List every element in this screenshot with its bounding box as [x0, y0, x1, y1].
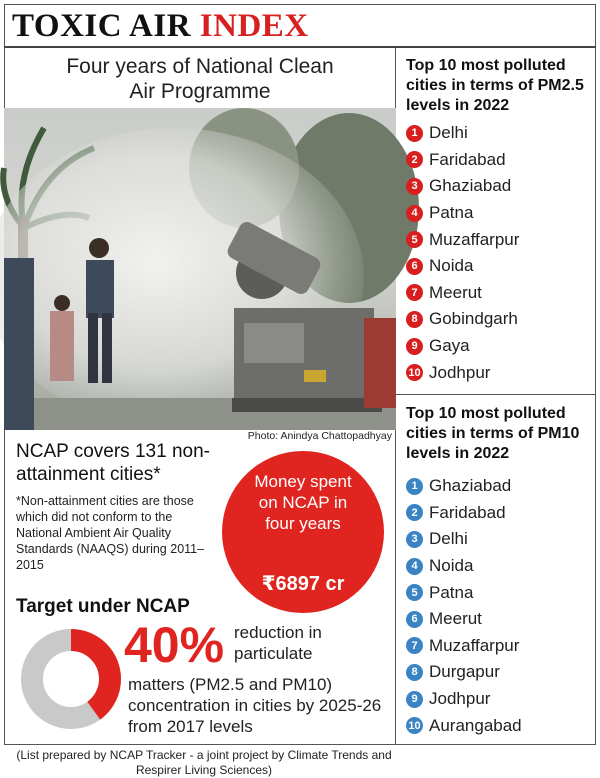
rank-badge: 2 [406, 504, 423, 521]
page-title [12, 8, 309, 45]
title-main: TOXIC AIR [12, 8, 192, 44]
photo-credit: Photo: Anindya Chattopadhyay [247, 430, 392, 442]
rank-badge: 7 [406, 637, 423, 654]
list-item [406, 280, 592, 307]
list-item [406, 633, 592, 660]
list-item [406, 253, 592, 280]
pm25-city-list [406, 120, 592, 386]
rank-badge: 5 [406, 231, 423, 248]
money-spent-badge [222, 451, 384, 613]
list-item [406, 579, 592, 606]
list-item [406, 526, 592, 553]
city-name: Jodhpur [429, 362, 491, 382]
city-name: Muzaffarpur [429, 635, 520, 655]
list-item [406, 306, 592, 333]
list-item [406, 686, 592, 713]
city-name: Ghaziabad [429, 476, 512, 496]
rank-badge: 1 [406, 125, 423, 142]
pm25-list-heading: Top 10 most polluted cities in terms of PM2.5 levels in 2022 [406, 57, 584, 114]
rank-badge: 4 [406, 558, 423, 575]
subtitle-line-1: Four years of National Clean [66, 55, 334, 78]
money-spent-label: Money spent on NCAP in four years [254, 472, 352, 533]
city-name: Meerut [429, 282, 482, 302]
city-name: Delhi [429, 123, 468, 143]
list-item [406, 553, 592, 580]
city-name: Muzaffarpur [429, 229, 520, 249]
rank-badge: 1 [406, 478, 423, 495]
list-item [406, 659, 592, 686]
list-item [406, 226, 592, 253]
list-item [406, 173, 592, 200]
ncap-coverage-heading: NCAP covers 131 non-attainment cities* [16, 441, 210, 485]
rank-badge: 7 [406, 284, 423, 301]
subtitle [4, 54, 396, 104]
pm10-city-list [406, 473, 592, 739]
pm10-list-heading: Top 10 most polluted cities in terms of PM10 levels in 2022 [406, 405, 580, 462]
rank-badge: 3 [406, 178, 423, 195]
city-name: Faridabad [429, 149, 506, 169]
city-name: Noida [429, 556, 474, 576]
list-item [406, 147, 592, 174]
non-attainment-note: *Non-attainment cities are those which did not conform to the National Ambient Air Quality Standards (NAAQS) during 2011–2015 [16, 494, 205, 572]
city-name: Ghaziabad [429, 176, 512, 196]
city-name: Noida [429, 256, 474, 276]
city-name: Aurangabad [429, 715, 522, 735]
rank-badge: 8 [406, 311, 423, 328]
target-percentage: 40% [124, 617, 225, 673]
section-divider [396, 394, 596, 395]
right-panel [396, 48, 596, 745]
city-name: Gobindgarh [429, 309, 518, 329]
list-item [406, 712, 592, 739]
target-donut-chart [18, 626, 124, 732]
rank-badge: 6 [406, 258, 423, 275]
rank-badge: 8 [406, 664, 423, 681]
list-item [406, 120, 592, 147]
header [4, 4, 596, 48]
list-item [406, 333, 592, 360]
rank-badge: 6 [406, 611, 423, 628]
city-name: Meerut [429, 609, 482, 629]
rank-badge: 5 [406, 584, 423, 601]
rank-badge: 3 [406, 531, 423, 548]
target-description-part-2: matters (PM2.5 and PM10) concentration in cities by 2025-26 from 2017 levels [128, 675, 382, 736]
target-description-part-1: reduction in particulate [234, 623, 322, 663]
city-name: Delhi [429, 529, 468, 549]
city-name: Jodhpur [429, 689, 491, 709]
list-item [406, 500, 592, 527]
rank-badge: 2 [406, 151, 423, 168]
rank-badge: 9 [406, 338, 423, 355]
photo-illustration [4, 108, 396, 430]
rank-badge: 10 [406, 717, 423, 734]
city-name: Durgapur [429, 662, 500, 682]
city-name: Gaya [429, 336, 470, 356]
rank-badge: 10 [406, 364, 423, 381]
money-spent-amount: ₹6897 cr [261, 573, 345, 595]
city-name: Patna [429, 582, 474, 602]
city-name: Patna [429, 203, 474, 223]
left-panel [4, 48, 396, 777]
list-item [406, 606, 592, 633]
rank-badge: 9 [406, 691, 423, 708]
source-footnote: (List prepared by NCAP Tracker - a joint project by Climate Trends and Respirer Living Sciences) [16, 748, 392, 777]
list-item [406, 359, 592, 386]
title-accent: INDEX [199, 8, 309, 44]
rank-badge: 4 [406, 205, 423, 222]
list-item [406, 200, 592, 227]
target-heading: Target under NCAP [16, 596, 190, 617]
smog-gun-photo [4, 108, 396, 430]
city-name: Faridabad [429, 502, 506, 522]
subtitle-line-2: Air Programme [129, 80, 271, 103]
list-item [406, 473, 592, 500]
